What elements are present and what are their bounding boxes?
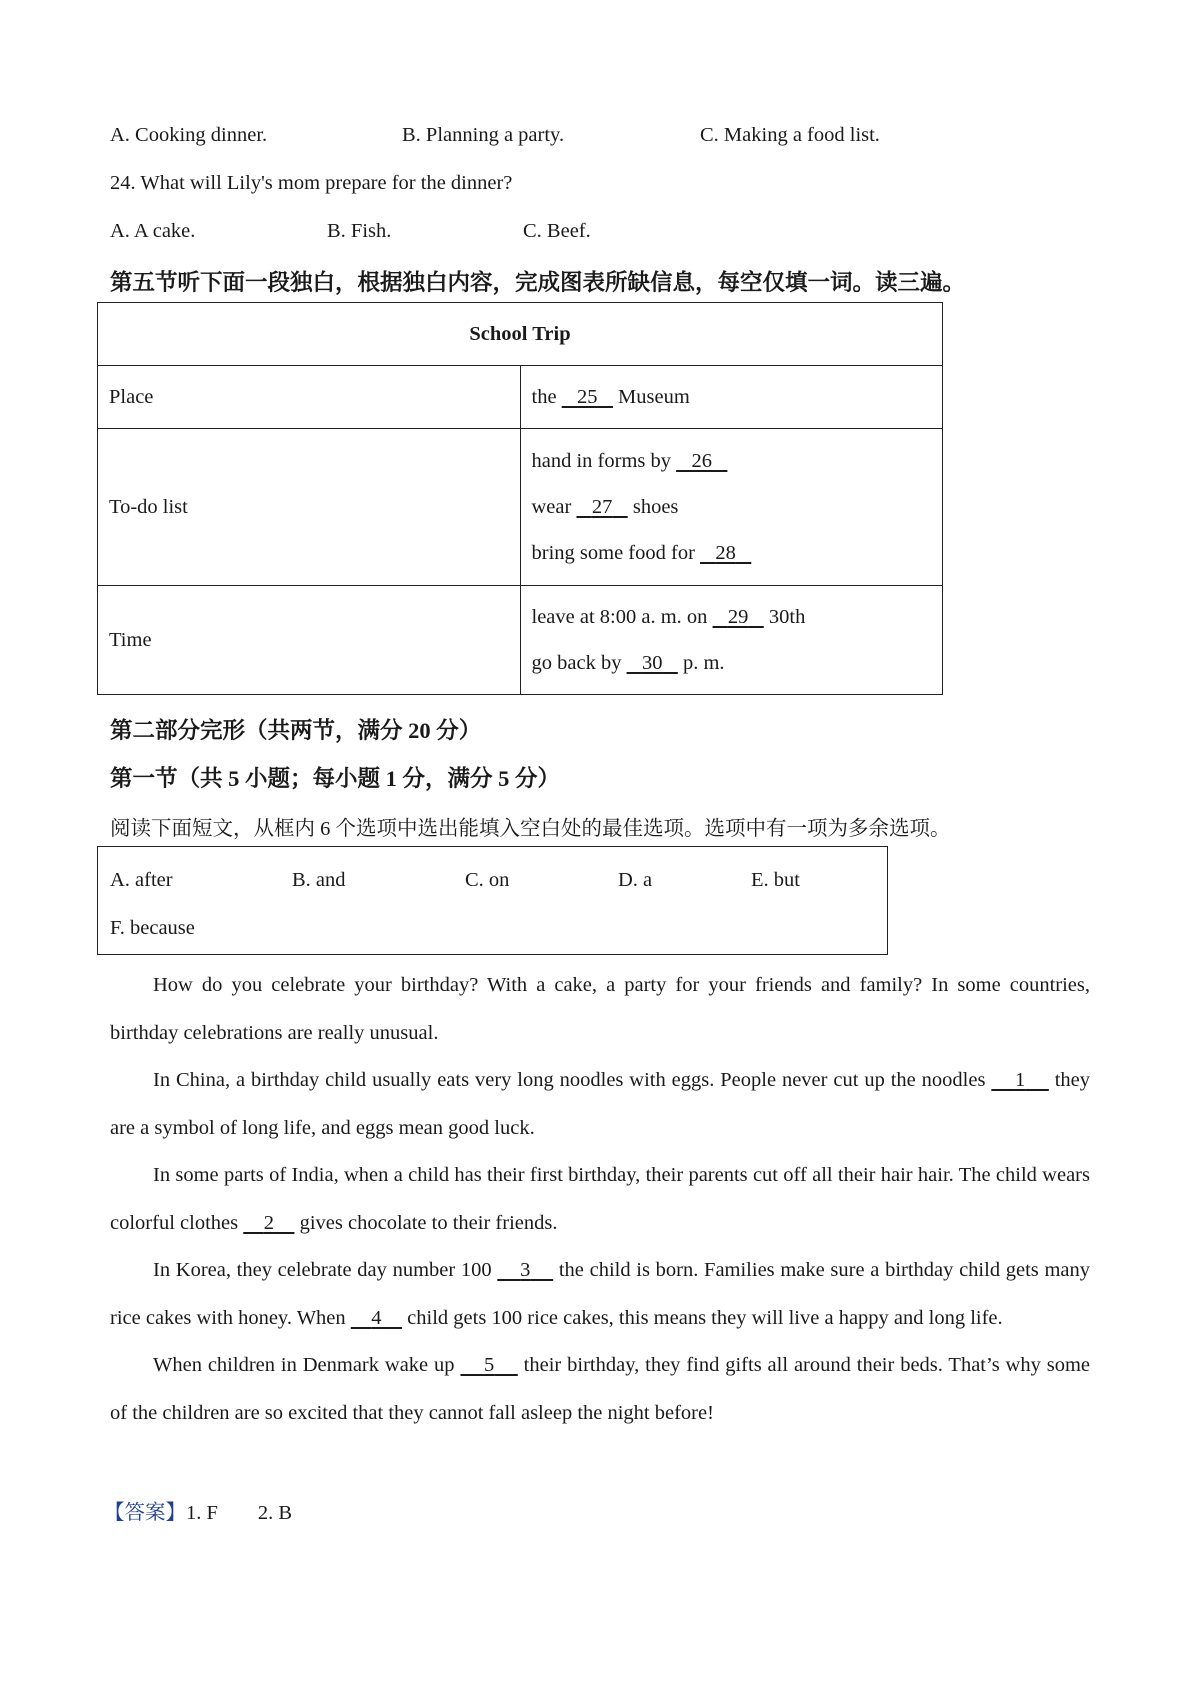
q24-question: 24. What will Lily's mom prepare for the dinner? (110, 172, 513, 194)
blank-3: 3 (520, 1259, 531, 1281)
blank-27: 27 (591, 495, 613, 518)
todo-cell (520, 429, 943, 586)
word-option-f: F. because (110, 917, 195, 939)
section5-heading: 第五节听下面一段独白，根据独白内容，完成图表所缺信息，每空仅填一词。读三遍。 (110, 270, 966, 295)
blank-30: 30 (641, 651, 663, 674)
answer-item: 1. F (186, 1502, 218, 1524)
passage-paragraph: In some parts of India, when a child has their first birthday, their parents cut off all their hair hair. The child wears colorful clothes 2 gives chocolate to their friends. (110, 1164, 1090, 1234)
blank-2: 2 (263, 1211, 274, 1234)
place-cell (520, 366, 943, 429)
word-option-c: C. on (465, 869, 510, 891)
answer-item: 2. B (257, 1502, 293, 1524)
todo-item: bring some food for 28 (532, 542, 932, 565)
row-label-time: Time (98, 586, 521, 695)
blank-4: 4 (371, 1306, 382, 1329)
passage (110, 962, 1090, 1437)
answer-label: 【答案】 (104, 1502, 186, 1524)
word-options-box (97, 846, 888, 955)
blank-5: 5 (483, 1354, 495, 1376)
blank-26: 26 (691, 449, 712, 472)
instructions: 阅读下面短文，从框内 6 个选项中选出能填入空白处的最佳选项。选项中有一项为多余选项。 (110, 818, 951, 840)
table-title: School Trip (98, 303, 943, 366)
table-row-time (98, 586, 943, 695)
q24-option-a: A. A cake. (110, 220, 196, 242)
blank-28: 28 (715, 541, 736, 564)
part2-heading: 第二部分完形（共两节，满分 20 分） (110, 718, 482, 743)
passage-paragraph: In Korea, they celebrate day number 100 3 the child is born. Families make sure a birthday child gets many rice cakes with honey. When 4 child gets 100 rice cakes, this means they will live a happy and long life. (110, 1259, 1091, 1329)
blank-29: 29 (727, 605, 749, 628)
time-cell (520, 586, 943, 695)
blank-1: 1 (1014, 1069, 1026, 1091)
place-pre: the (531, 385, 562, 408)
table-row-todo (98, 429, 943, 586)
q24-option-c: C. Beef. (523, 220, 591, 242)
time-item: go back by 30 p. m. (531, 651, 725, 674)
todo-item: wear 27 shoes (531, 495, 679, 518)
word-option-a: A. after (110, 869, 173, 891)
time-item: leave at 8:00 a. m. on 29 30th (531, 605, 806, 628)
school-trip-table (97, 302, 943, 695)
q23-option-a: A. Cooking dinner. (110, 124, 268, 146)
word-option-e: E. but (751, 869, 800, 891)
place-post: Museum (612, 385, 690, 408)
q24-option-b: B. Fish. (327, 220, 392, 242)
todo-item: hand in forms by 26 (532, 450, 932, 473)
passage-paragraph: How do you celebrate your birthday? With a cake, a party for your friends and family? In some countries, birthday celebrations are really unusual. (110, 974, 1090, 1044)
passage-paragraph: When children in Denmark wake up 5 their birthday, they find gifts all around their beds. That’s why some of the children are so excited that they cannot fall asleep the night before! (110, 1354, 1091, 1424)
row-label-place: Place (98, 366, 521, 429)
answer-line (104, 1495, 292, 1525)
row-label-todo: To-do list (98, 429, 521, 586)
table-row-place (98, 366, 943, 429)
section1-heading: 第一节（共 5 小题；每小题 1 分，满分 5 分） (110, 766, 561, 791)
word-option-d: D. a (618, 869, 653, 891)
word-option-b: B. and (292, 869, 346, 891)
q23-option-b: B. Planning a party. (402, 124, 565, 146)
blank-25: 25 (577, 385, 598, 408)
q23-option-c: C. Making a food list. (700, 124, 880, 146)
passage-paragraph: In China, a birthday child usually eats very long noodles with eggs. People never cut up the noodles 1 they are a symbol of long life, and eggs mean good luck. (110, 1069, 1091, 1139)
